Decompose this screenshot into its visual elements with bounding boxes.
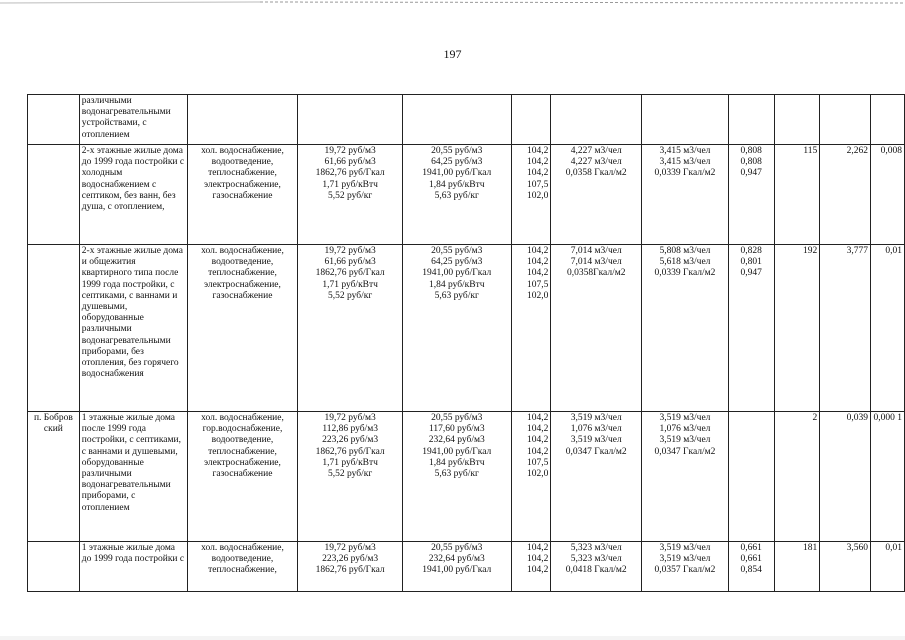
cell-norm-first-line: 0,0358Гкал/м2 [566, 268, 626, 279]
table-row [28, 145, 905, 245]
cell-share: 0,01 [871, 245, 905, 412]
cell-norm-first [551, 412, 642, 542]
cell-norm-first-line: 4,227 м3/чел [570, 146, 622, 156]
cell-indexes-line: 104,2 [527, 168, 549, 179]
cell-services-line: электроснабжение, [204, 457, 281, 468]
cell-tariffs-second-line: 1941,00 руб/Гкал [422, 268, 492, 279]
cell-tariffs-first-line: 1,71 руб/кВтч [322, 457, 378, 468]
cell-tariffs-first-line: 5,52 руб/кг [328, 469, 373, 480]
cell-services-line: хол. водоснабжение, [201, 146, 284, 156]
cell-housing-type: различными водонагревательными устройствами, с отоплением [79, 95, 187, 145]
cell-norm-second-line: 3,519 м3/чел [659, 435, 711, 446]
cell-tariffs-first-line: 19,72 руб/м3 [324, 413, 376, 423]
cell-norm-first-line: 3,519 м3/чел [570, 435, 622, 446]
cell-value: 2,262 [820, 145, 871, 245]
cell-tariffs-first-line: 223,26 руб/м3 [322, 435, 379, 446]
cell-norm-second [642, 145, 729, 245]
cell-coefficients-line: 0,854 [740, 565, 762, 576]
cell-norm-second-line: 5,808 м3/чел [659, 246, 711, 256]
cell-services [187, 95, 298, 145]
cell-tariffs-second-line: 5,63 руб/кг [434, 469, 479, 480]
table-row [28, 95, 905, 145]
cell-norm-second-line: 1,076 м3/чел [659, 424, 711, 435]
cell-norm-first-line: 4,227 м3/чел [570, 157, 622, 168]
cell-indexes-line: 104,2 [527, 543, 549, 553]
cell-tariffs-second [402, 245, 511, 412]
table-row [28, 412, 905, 542]
cell-tariffs-first-line: 223,26 руб/м3 [322, 554, 379, 565]
cell-services-line: теплоснабжение, [208, 565, 277, 576]
cell-coefficients [728, 412, 774, 542]
cell-tariffs-first-line: 1862,76 руб/Гкал [315, 268, 385, 279]
cell-tariffs-second-line: 1,84 руб/кВтч [428, 179, 485, 190]
cell-tariffs-first [298, 245, 403, 412]
cell-norm-second [642, 95, 729, 145]
cell-tariffs-first [298, 412, 403, 542]
cell-services-line: водоотведение, [211, 257, 274, 268]
cell-tariffs-first-line: 112,86 руб/м3 [322, 424, 378, 435]
cell-indexes-line: 104,2 [527, 554, 549, 565]
cell-location: п. Бобров ский [28, 412, 80, 542]
cell-services-line: гор.водоснабжение, [202, 424, 283, 435]
cell-norm-first-line: 3,519 м3/чел [570, 413, 622, 423]
cell-tariffs-first-line: 61,66 руб/м3 [324, 157, 376, 168]
cell-location [28, 542, 80, 592]
cell-tariffs-second-line: 1,84 руб/кВтч [428, 279, 485, 290]
cell-coefficients [728, 145, 774, 245]
cell-services-line: хол. водоснабжение, [201, 543, 284, 553]
cell-services-line: теплоснабжение, [208, 446, 277, 457]
cell-tariffs-second-line: 232,64 руб/м3 [428, 554, 485, 565]
cell-tariffs-second [402, 145, 511, 245]
cell-coefficients-line: 0,947 [740, 268, 762, 279]
cell-tariffs-second-line: 1,84 руб/кВтч [428, 457, 485, 468]
cell-count [774, 95, 820, 145]
cell-services-line: водоотведение, [211, 435, 274, 446]
cell-tariffs-first [298, 95, 403, 145]
cell-value: 3,777 [820, 245, 871, 412]
cell-norm-second-line: 3,415 м3/чел [659, 146, 711, 156]
scan-edge-bottom [0, 636, 905, 640]
cell-share: 0,01 [871, 542, 905, 592]
cell-services [187, 245, 298, 412]
cell-services-line: газоснабжение [212, 290, 273, 301]
cell-indexes [511, 95, 551, 145]
cell-norm-second-line: 3,415 м3/чел [659, 157, 711, 168]
cell-norm-first [551, 542, 642, 592]
cell-coefficients-line: 0,808 [740, 157, 762, 168]
cell-value [820, 95, 871, 145]
cell-count: 192 [774, 245, 820, 412]
cell-norm-first-line: 7,014 м3/чел [570, 257, 622, 268]
cell-tariffs-second-line: 20,55 руб/м3 [431, 543, 483, 553]
cell-tariffs-second-line: 117,60 руб/м3 [428, 424, 485, 435]
cell-indexes [511, 542, 551, 592]
cell-norm-second-line: 0,0339 Гкал/м2 [654, 268, 716, 279]
cell-services-line: теплоснабжение, [208, 268, 277, 279]
cell-tariffs-second-line: 1941,00 руб/Гкал [422, 446, 492, 457]
table-row [28, 245, 905, 412]
cell-coefficients-line: 0,661 [740, 554, 762, 565]
cell-indexes-line: 102,0 [527, 190, 549, 201]
cell-services-line: водоотведение, [211, 554, 274, 565]
cell-tariffs-second-line: 20,55 руб/м3 [431, 413, 483, 423]
cell-norm-second [642, 245, 729, 412]
cell-services-line: газоснабжение [212, 469, 273, 480]
cell-indexes [511, 145, 551, 245]
cell-norm-first-line: 5,323 м3/чел [570, 543, 622, 553]
cell-norm-second-line: 5,618 м3/чел [659, 257, 711, 268]
cell-services [187, 145, 298, 245]
cell-services-line: водоотведение, [211, 157, 274, 168]
cell-indexes-line: 102,0 [527, 469, 549, 480]
cell-tariffs-second-line: 20,55 руб/м3 [431, 246, 483, 256]
cell-indexes-line: 104,2 [527, 268, 549, 279]
cell-location [28, 95, 80, 145]
cell-value: 3,560 [820, 542, 871, 592]
cell-tariffs-second-line: 64,25 руб/м3 [431, 157, 483, 168]
cell-coefficients [728, 95, 774, 145]
cell-norm-second-line: 0,0339 Гкал/м2 [654, 168, 716, 179]
table-row [28, 542, 905, 592]
cell-tariffs-first [298, 542, 403, 592]
cell-norm-first-line: 0,0347 Гкал/м2 [565, 446, 627, 457]
cell-housing-type: 2-х этажные жилые дома и общежития квартирного типа после 1999 года постройки, с септиками, с ваннами и душевыми, оборудованные различными водонагревательными приборами, без отопления, без горячего водоснабжения [79, 245, 187, 412]
cell-share: 0,008 [871, 145, 905, 245]
cell-services-line: газоснабжение [212, 190, 273, 201]
cell-tariffs-second [402, 412, 511, 542]
cell-housing-type: 2-х этажные жилые дома до 1999 года постройки с холодным водоснабжением с септиком, без ванн, без душа, с отоплением, [79, 145, 187, 245]
cell-tariffs-second-line: 1941,00 руб/Гкал [422, 168, 492, 179]
cell-norm-first [551, 145, 642, 245]
tariff-table [27, 94, 905, 592]
cell-coefficients [728, 245, 774, 412]
cell-coefficients-line: 0,828 [740, 246, 762, 256]
cell-norm-second-line: 0,0347 Гкал/м2 [654, 446, 716, 457]
cell-indexes [511, 245, 551, 412]
cell-housing-type: 1 этажные жилые дома после 1999 года постройки, с септиками, с ваннами и душевыми, оборудованные различными водонагревательными приборами, с отоплением [79, 412, 187, 542]
cell-indexes-line: 107,5 [527, 179, 549, 190]
cell-norm-first-line: 7,014 м3/чел [570, 246, 622, 256]
cell-indexes-line: 104,2 [527, 246, 549, 256]
cell-tariffs-first-line: 1862,76 руб/Гкал [315, 168, 385, 179]
cell-tariffs-first-line: 19,72 руб/м3 [324, 543, 376, 553]
cell-services-line: теплоснабжение, [208, 168, 277, 179]
cell-norm-second [642, 542, 729, 592]
cell-tariffs-first-line: 5,52 руб/кг [328, 290, 373, 301]
cell-indexes-line: 107,5 [527, 279, 549, 290]
cell-services-line: электроснабжение, [204, 279, 281, 290]
cell-tariffs-second-line: 5,63 руб/кг [434, 290, 479, 301]
scan-edge-top [0, 0, 905, 8]
cell-location [28, 145, 80, 245]
cell-services [187, 412, 298, 542]
cell-tariffs-second-line: 1941,00 руб/Гкал [422, 565, 492, 576]
cell-indexes-line: 104,2 [527, 257, 549, 268]
cell-count: 181 [774, 542, 820, 592]
cell-tariffs-first-line: 1,71 руб/кВтч [322, 179, 378, 190]
cell-indexes-line: 104,2 [527, 146, 549, 156]
cell-norm-second [642, 412, 729, 542]
cell-tariffs-first-line: 5,52 руб/кг [328, 190, 373, 201]
cell-services-line: электроснабжение, [204, 179, 281, 190]
cell-norm-second-line: 3,519 м3/чел [659, 413, 711, 423]
cell-count: 115 [774, 145, 820, 245]
cell-indexes-line: 107,5 [527, 457, 549, 468]
cell-tariffs-second [402, 95, 511, 145]
cell-indexes-line: 104,2 [527, 435, 549, 446]
cell-norm-first-line: 5,323 м3/чел [570, 554, 622, 565]
cell-norm-first-line: 0,0358 Гкал/м2 [565, 168, 627, 179]
cell-value: 0,039 [820, 412, 871, 542]
cell-norm-first-line: 0,0418 Гкал/м2 [565, 565, 627, 576]
cell-tariffs-second-line: 20,55 руб/м3 [431, 146, 483, 156]
cell-tariffs-first-line: 61,66 руб/м3 [324, 257, 376, 268]
cell-tariffs-first-line: 19,72 руб/м3 [324, 246, 376, 256]
cell-tariffs-first-line: 1862,76 руб/Гкал [315, 446, 385, 457]
cell-norm-first [551, 95, 642, 145]
cell-coefficients-line: 0,801 [740, 257, 762, 268]
cell-count: 2 [774, 412, 820, 542]
cell-coefficients-line: 0,661 [740, 543, 762, 553]
cell-services [187, 542, 298, 592]
cell-tariffs-first-line: 1,71 руб/кВтч [322, 279, 378, 290]
cell-norm-first-line: 1,076 м3/чел [570, 424, 622, 435]
cell-services-line: хол. водоснабжение, [201, 246, 284, 256]
cell-tariffs-second [402, 542, 511, 592]
cell-indexes-line: 102,0 [527, 290, 549, 301]
cell-coefficients-line: 0,808 [740, 146, 762, 156]
cell-share: 0,000 1 [871, 412, 905, 542]
cell-indexes-line: 104,2 [527, 424, 549, 435]
cell-location [28, 245, 80, 412]
cell-coefficients [728, 542, 774, 592]
cell-tariffs-first [298, 145, 403, 245]
cell-share [871, 95, 905, 145]
cell-indexes-line: 104,2 [527, 565, 549, 576]
cell-tariffs-second-line: 232,64 руб/м3 [428, 435, 485, 446]
cell-coefficients-line: 0,947 [740, 168, 762, 179]
cell-norm-first [551, 245, 642, 412]
cell-tariffs-first-line: 19,72 руб/м3 [324, 146, 376, 156]
cell-indexes [511, 412, 551, 542]
cell-tariffs-first-line: 1862,76 руб/Гкал [315, 565, 385, 576]
cell-services-line: хол. водоснабжение, [201, 413, 284, 423]
cell-norm-second-line: 3,519 м3/чел [659, 543, 711, 553]
cell-indexes-line: 104,2 [527, 446, 549, 457]
cell-norm-second-line: 0,0357 Гкал/м2 [654, 565, 716, 576]
page-number: 197 [443, 47, 462, 61]
cell-housing-type: 1 этажные жилые дома до 1999 года постройки с [79, 542, 187, 592]
cell-tariffs-second-line: 5,63 руб/кг [434, 190, 479, 201]
cell-norm-second-line: 3,519 м3/чел [659, 554, 711, 565]
cell-indexes-line: 104,2 [527, 413, 549, 423]
cell-tariffs-second-line: 64,25 руб/м3 [431, 257, 483, 268]
cell-indexes-line: 104,2 [527, 157, 549, 168]
